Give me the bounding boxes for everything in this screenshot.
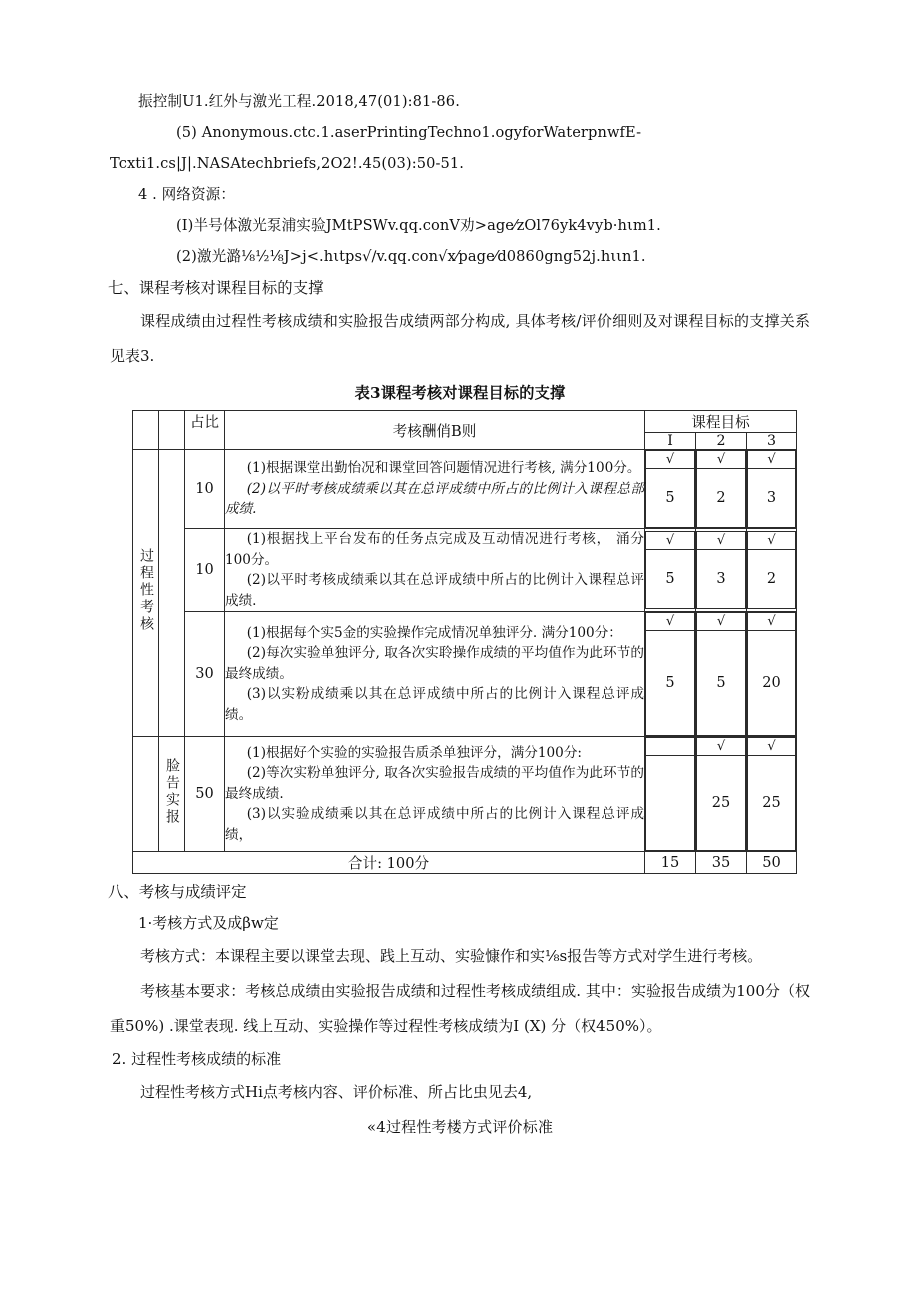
row4-rule [225, 737, 645, 852]
row1-goal-1-check: √ [646, 451, 695, 469]
row4-goal-1-check [646, 738, 695, 756]
header-blank-vert-2b [159, 433, 185, 450]
header-blank-vert-1 [133, 411, 159, 433]
header-blank-vert-2 [159, 411, 185, 433]
header-course-goals: 课程目标 [645, 411, 797, 433]
web-resource-item-1: (I)半号体激光泵浦实验JMtPSWv.qq.conV劝>age⁄zOl76yk4vyb·hιm1. [176, 217, 661, 234]
row2-goal-3-value: 2 [748, 550, 796, 609]
table-4-caption: «4过程性考楼方式评价标准 [366, 1118, 554, 1136]
header-goal-1: I [645, 433, 696, 450]
total-goal-3: 50 [747, 852, 797, 874]
total-label: 合计: 100分 [133, 852, 645, 874]
row4-rule-line-3: (3)以实验成绩乘以其在总评成绩中所占的比例计入课程总评成绩， [225, 806, 644, 843]
row4-goal-2-check: √ [697, 738, 746, 756]
table-row [133, 737, 797, 852]
row4-percent: 50 [185, 737, 225, 852]
table-row [133, 450, 797, 529]
table-3-assessment-support [132, 410, 797, 874]
row2-goal-3 [747, 529, 797, 612]
row3-goal-3-value: 20 [748, 631, 796, 736]
row2-goal-2-value: 3 [697, 550, 746, 609]
row1-goal-2-value: 2 [697, 469, 746, 528]
row4-rule-line-2: (2)等次实粉单独评分, 取各次实验报告成绩的平均值作为此环节的最终成绩. [225, 765, 644, 802]
row3-rule-line-2: (2)每次实验单独评分, 取各次实聆操作成绩的平均值作为此环节的最终成绩。 [225, 645, 644, 682]
reference-continuation-line: 振控制U1.红外与激光工程.2018,47(01):81-86. [138, 93, 460, 110]
header-percent-spacer [185, 433, 225, 450]
web-resource-item-2: (2)激光潞⅛½⅛J>j<.hιtps√∕v.qq.con√x⁄page⁄d0860gng52j.hιιn1. [176, 248, 646, 265]
row3-percent: 30 [185, 612, 225, 737]
row3-rule-line-1: (1)根据每个实5金的实验操作完成情况单独评分. 满分100分： [246, 624, 622, 641]
row1-goal-1-value: 5 [646, 469, 695, 528]
row3-goal-3-check: √ [748, 613, 796, 631]
total-goal-2: 35 [696, 852, 747, 874]
section-eight-sub1-paragraph2 [110, 974, 810, 1044]
row3-goal-2 [696, 612, 747, 737]
row2-rule-line-1: (1)根据找上平台发布的任务点完成及互动情况进行考核， 涌分100分。 [225, 531, 644, 568]
table-row [133, 529, 797, 612]
header-goal-2: 2 [696, 433, 747, 450]
row4-rule-line-1: (1)根据好个实验的实验报告质杀单独评分，满分100分: [246, 744, 582, 761]
section-eight-sub2-heading: 2. 过程性考核成绩的标准 [112, 1050, 282, 1068]
row3-goal-2-check: √ [697, 613, 746, 631]
row1-percent: 10 [185, 450, 225, 529]
total-goal-1: 15 [645, 852, 696, 874]
section-seven-heading: 七、课程考核对课程目标的支撑 [108, 279, 324, 297]
row4-goal-2-value: 25 [697, 756, 746, 851]
section-eight-sub1-paragraph2-text: 考核基本要求：考核总成绩由实验报告成绩和过程性考核成绩组成. 其中：实验报告成绩为100分（权重50%) .课堂表现. 线上互动、实验操作等过程性考核成绩为I (X) 分（权450%）。 [110, 982, 810, 1035]
row2-goal-3-check: √ [748, 532, 796, 550]
section-eight-sub1-heading: 1·考核方式及成βw定 [138, 914, 279, 932]
row4-goal-2 [696, 737, 747, 852]
row1-goal-1 [645, 450, 696, 529]
row4-goal-3 [747, 737, 797, 852]
document-body [110, 86, 810, 1144]
row2-goal-1-value: 5 [646, 550, 695, 609]
row3-goal-2-value: 5 [697, 631, 746, 736]
row4-goal-3-check: √ [748, 738, 796, 756]
section-eight-sub2-paragraph-text: 过程性考核方式Hi点考核内容、评价标准、所占比虫见去4, [140, 1083, 533, 1101]
row2-rule-line-2: (2)以平时考核成绩乘以其在总评成绩中所占的比例计入课程总评成绩. [225, 572, 644, 609]
row4-goal-1 [645, 737, 696, 852]
row2-goal-2-check: √ [697, 532, 746, 550]
row3-rule-line-3: (3)以实粉成绩乘以其在总评成绩中所占的比例计入课程总评成绩。 [225, 686, 644, 723]
row1-goal-2 [696, 450, 747, 529]
row3-goal-1 [645, 612, 696, 737]
table-header-row-1 [133, 411, 797, 433]
header-rule: 考核酬俏B则 [225, 411, 645, 450]
group-label-experiment-report-text: 脸告实报 [164, 757, 180, 826]
header-percent: 占比 [185, 411, 225, 433]
section-seven-paragraph-text: 课程成绩由过程性考核成绩和实脸报告成绩两部分构成, 具体考核/评价细则及对课程目标的支撑关系见表3. [110, 312, 810, 365]
row3-goal-1-value: 5 [646, 631, 695, 736]
row3-goal-3 [747, 612, 797, 737]
row1-rule [225, 450, 645, 529]
row2-percent: 10 [185, 529, 225, 612]
table-total-row [133, 852, 797, 874]
web-resources-heading: 4 . 网络资源： [138, 186, 236, 203]
row1-goal-3 [747, 450, 797, 529]
section-eight-sub1-paragraph1 [110, 939, 810, 974]
group-blank-report [133, 737, 159, 852]
group-label-process-assessment [133, 450, 159, 737]
reference-item-5-line2: Tcxti1.cs|J|.NASAtechbriefs,2O2!.45(03):50-51. [110, 155, 465, 172]
row1-rule-line-1: (1)根据课堂出勤怡况和课堂回答问题情况进行考核, 满分100分。 [246, 460, 641, 477]
row1-rule-line-2: (2)以平时考核成绩乘以其在总评成绩中所占的比例计入课程总部成绩. [225, 480, 644, 518]
row1-goal-3-value: 3 [748, 469, 796, 528]
section-eight-sub2-paragraph [110, 1075, 810, 1110]
row1-goal-3-check: √ [748, 451, 796, 469]
table-row [133, 612, 797, 737]
header-goal-3: 3 [747, 433, 797, 450]
section-seven-paragraph [110, 304, 810, 374]
row4-goal-3-value: 25 [748, 756, 796, 851]
row3-rule [225, 612, 645, 737]
section-eight-heading: 八、考核与成绩评定 [108, 883, 247, 901]
row2-goal-2 [696, 529, 747, 612]
row2-goal-1-check: √ [646, 532, 695, 550]
table-3-title: 表3课程考核对课程目标的支撑 [354, 384, 566, 402]
group-label-process-assessment-text: 过程性考核 [138, 548, 154, 633]
row2-goal-1 [645, 529, 696, 612]
header-blank-vert-1b [133, 433, 159, 450]
row1-goal-2-check: √ [697, 451, 746, 469]
section-eight-sub1-paragraph1-text: 考核方式：本课程主要以课堂去现、践上互动、实验慷作和实⅛s报告等方式对学生进行考核。 [140, 947, 763, 965]
group-label-experiment-report [159, 737, 185, 852]
row2-rule [225, 529, 645, 612]
group-sub-blank-process [159, 450, 185, 737]
row3-goal-1-check: √ [646, 613, 695, 631]
reference-item-5-line1: (5) Anonymous.ctc.1.aserPrintingTechno1.ogyforWaterpnwfE- [176, 124, 642, 141]
row4-goal-1-value [646, 756, 695, 851]
